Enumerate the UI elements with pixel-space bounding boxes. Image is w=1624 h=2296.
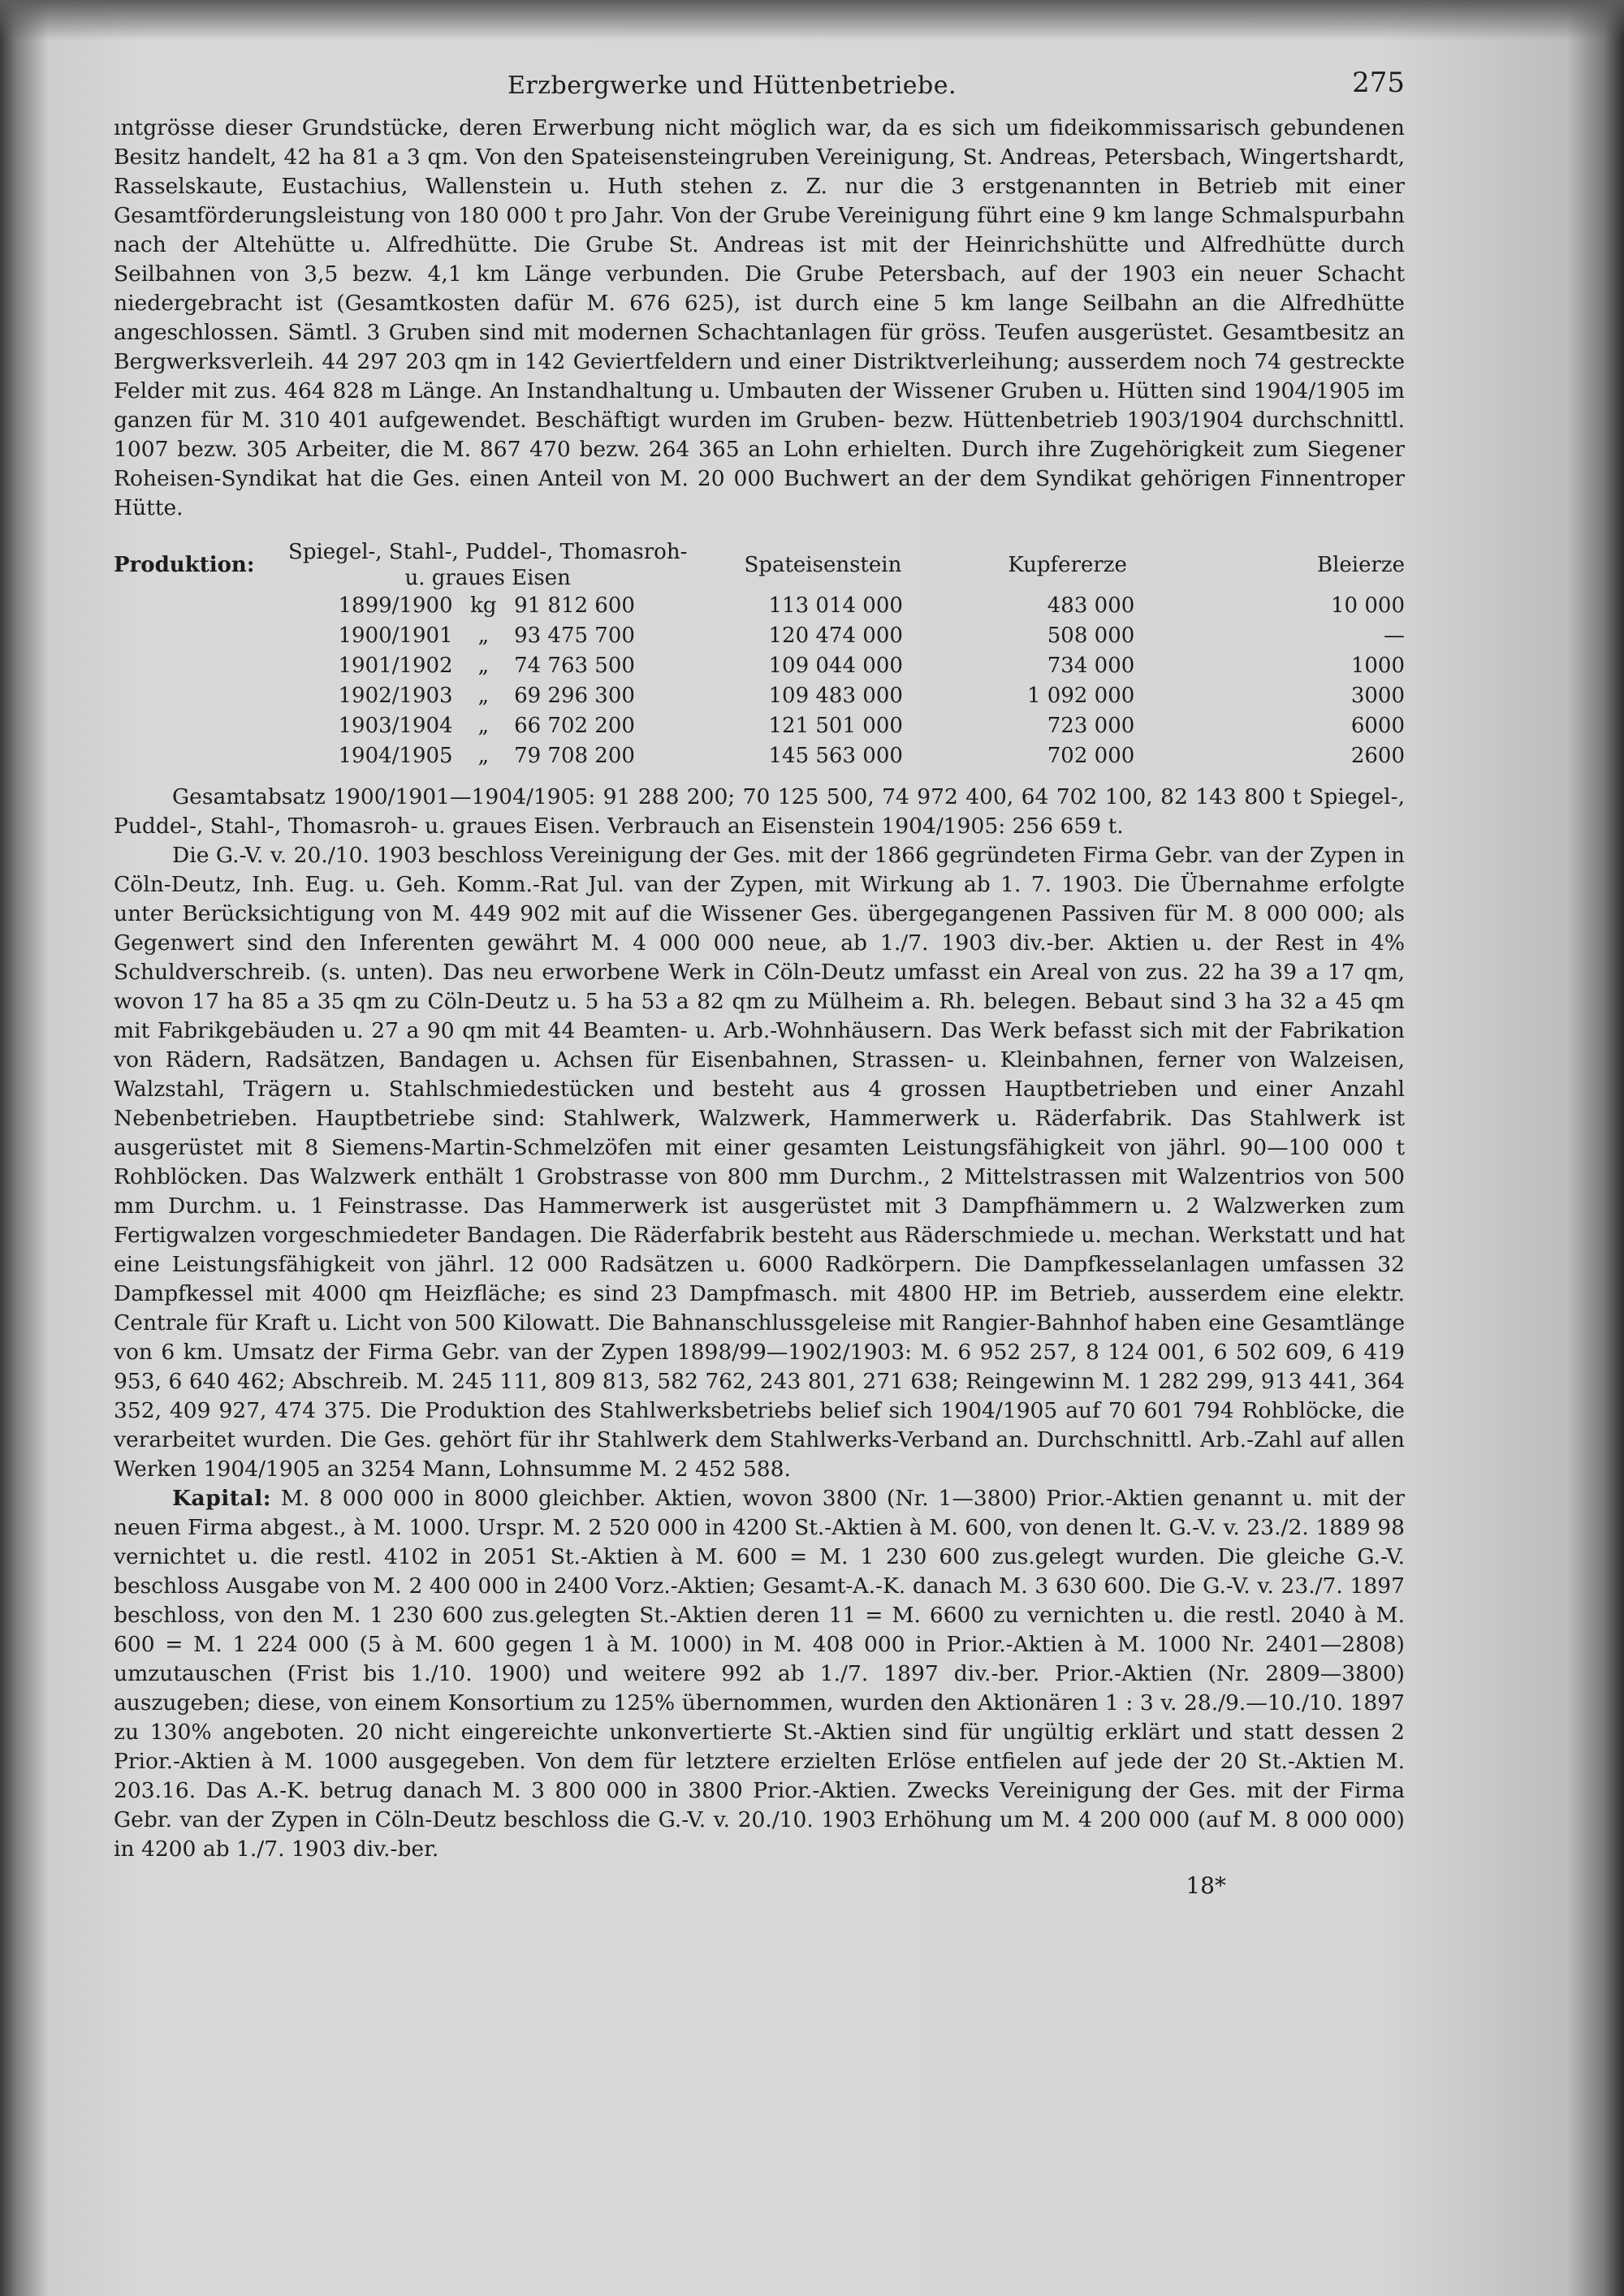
production-unit: „ (477, 624, 490, 648)
production-spat-value: 113 014 000 (768, 593, 903, 618)
production-spiegel-value: 66 702 200 (514, 714, 635, 738)
production-unit: „ (477, 714, 490, 738)
header-bleierze: Bleierze (1316, 552, 1405, 577)
production-year: 1900/1901 (338, 624, 453, 648)
production-spacer (114, 651, 282, 681)
production-blei-value: 10 000 (1331, 593, 1405, 618)
header-spiegel: Spiegel-, Stahl-, Puddel-, Thomasroh- u. graues Eisen (288, 540, 688, 590)
production-year: 1899/1900 (338, 593, 453, 618)
paragraph-generalversammlung: Die G.-V. v. 20./10. 1903 beschloss Vereinigung der Ges. mit der 1866 gegründeten Firma Gebr. van der Zypen in Cöln-Deutz, Inh. Eug. u. Geh. Komm.-Rat Jul. van der Zypen, mit Wirkung ab 1. 7. 1903. Die Übernahme erfolgte unter Berücksichtigung von M. 449 902 mit auf die Wissener Ges. übergegangenen Passiven für M. 8 000 000; als Gegenwert sind den Inferenten gewährt M. 4 000 000 neue, ab 1./7. 1903 div.-ber. Aktien u. der Rest in 4% Schuldverschreib. (s. unten). Das neu erworbene Werk in Cöln-Deutz umfasst ein Areal von zus. 22 ha 39 a 17 qm, wovon 17 ha 85 a 35 qm zu Cöln-Deutz u. 5 ha 53 a 82 qm zu Mülheim a. Rh. belegen. Bebaut sind 3 ha 32 a 45 qm mit Fabrikgebäuden u. 27 a 90 qm mit 44 Beamten- u. Arb.-Wohnhäusern. Das Werk befasst sich mit der Fabrikation von Rädern, Radsätzen, Bandagen u. Achsen für Eisenbahnen, Strassen- u. Kleinbahnen, ferner von Walzeisen, Walzstahl, Trägern u. Stahlschmiedestücken und besteht aus 4 grossen Hauptbetrieben und einer Anzahl Nebenbetrieben. Hauptbetriebe sind: Stahlwerk, Walzwerk, Hammerwerk u. Räderfabrik. Das Stahlwerk ist ausgerüstet mit 8 Siemens-Martin-Schmelzöfen mit einer gesamten Leistungsfähigkeit von jährl. 90—100 000 t Rohblöcken. Das Walzwerk enthält 1 Grobstrasse von 800 mm Durchm., 2 Mittelstrassen mit Walzentrios von 500 mm Durchm. u. 1 Feinstrasse. Das Hammerwerk ist ausgerüstet mit 3 Dampfhämmern u. 2 Walzwerken zum Fertigwalzen vorgeschmiedeter Bandagen. Die Räderfabrik besteht aus Räderschmiede u. mechan. Werkstatt und hat eine Leistungsfähigkeit von jährl. 12 000 Radsätzen u. 6000 Radkörpern. Die Dampfkesselanlagen umfassen 32 Dampfkessel mit 4000 qm Heizfläche; es sind 23 Dampfmasch. mit 4800 HP. im Betrieb, ausserdem eine elektr. Centrale für Kraft u. Licht von 500 Kilowatt. Die Bahnanschlussgeleise mit Rangier-Bahnhof haben eine Gesamtlänge von 6 km. Umsatz der Firma Gebr. van der Zypen 1898/99—1902/1903: M. 6 952 257, 8 124 001, 6 502 609, 6 419 953, 6 640 462; Abschreib. M. 245 111, 809 813, 582 762, 243 801, 271 638; Reingewinn M. 1 282 299, 913 441, 364 352, 409 927, 474 375. Die Produktion des Stahlwerksbetriebs belief sich 1904/1905 auf 70 601 794 Rohblöcke, die verarbeitet wurden. Die Ges. gehört für ihr Stahlwerk dem Stahlwerks-Verband an. Durchschnittl. Arb.-Zahl auf allen Werken 1904/1905 an 3254 Mann, Lohnsumme M. 2 452 588. (114, 843, 1405, 1482)
production-kupfer-value: 734 000 (1047, 654, 1135, 678)
production-year: 1904/1905 (338, 744, 453, 768)
paragraph-kapital (114, 1484, 1405, 1864)
running-title: Erzbergwerke und Hüttenbetriebe. (508, 71, 957, 100)
kapital-label: Kapital: (172, 1486, 272, 1511)
production-row (114, 651, 1405, 681)
production-row (114, 681, 1405, 711)
page-number: 275 (1352, 67, 1405, 99)
header-spateisenstein: Spateisenstein (744, 552, 902, 577)
production-unit: kg (470, 593, 497, 618)
production-spat-value: 121 501 000 (768, 714, 903, 738)
production-unit: „ (477, 744, 490, 768)
production-row (114, 711, 1405, 741)
signature-mark: 18* (1186, 1872, 1226, 1899)
production-spat-value: 145 563 000 (768, 744, 903, 768)
production-spiegel-value: 69 296 300 (514, 684, 635, 708)
production-spat-value: 120 474 000 (768, 624, 903, 648)
production-header-row (114, 539, 1405, 591)
production-year: 1901/1902 (338, 654, 453, 678)
production-spacer (114, 741, 282, 771)
production-row (114, 741, 1405, 771)
production-kupfer-value: 1 092 000 (1026, 684, 1135, 708)
production-kupfer-value: 723 000 (1047, 714, 1135, 738)
production-blei-value: 1000 (1350, 654, 1405, 678)
production-spiegel-value: 74 763 500 (514, 654, 635, 678)
production-year: 1902/1903 (338, 684, 453, 708)
production-label: Produktion: (114, 552, 255, 577)
production-spacer (114, 621, 282, 651)
paragraph-gesamtabsatz: Gesamtabsatz 1900/1901—1904/1905: 91 288 200; 70 125 500, 74 972 400, 64 702 100, 82 143 800 t Spiegel-, Puddel-, Stahl-, Thomasroh- u. graues Eisen. Verbrauch an Eisenstein 1904/1905: 256 659 t. (114, 784, 1405, 839)
production-spiegel-value: 93 475 700 (514, 624, 635, 648)
production-table-section (114, 539, 1405, 771)
production-spacer (114, 591, 282, 621)
production-blei-value: — (1384, 624, 1405, 648)
production-spacer (114, 711, 282, 741)
production-year: 1903/1904 (338, 714, 453, 738)
production-kupfer-value: 508 000 (1047, 624, 1135, 648)
running-head (114, 65, 1405, 114)
production-blei-value: 3000 (1350, 684, 1405, 708)
production-spacer (114, 681, 282, 711)
production-spat-value: 109 483 000 (768, 684, 903, 708)
page-content (114, 65, 1405, 1899)
production-blei-value: 6000 (1350, 714, 1405, 738)
production-row (114, 591, 1405, 621)
production-unit: „ (477, 654, 490, 678)
production-spiegel-value: 79 708 200 (514, 744, 635, 768)
production-blei-value: 2600 (1350, 744, 1405, 768)
kapital-text: M. 8 000 000 in 8000 gleichber. Aktien, wovon 3800 (Nr. 1—3800) Prior.-Aktien genannt u. mit der neuen Firma abgest., à M. 1000. Urspr. M. 2 520 000 in 4200 St.-Aktien à M. 600, von denen lt. G.-V. v. 23./2. 1889 98 vernichtet u. die restl. 4102 in 2051 St.-Aktien à M. 600 = M. 1 230 600 zus.gelegt wurden. Die gleiche G.-V. beschloss Ausgabe von M. 2 400 000 in 2400 Vorz.-Aktien; Gesamt-A.-K. danach M. 3 630 600. Die G.-V. v. 23./7. 1897 beschloss, von den M. 1 230 600 zus.gelegten St.-Aktien deren 11 = M. 6600 zu vernichten u. die restl. 2040 à M. 600 = M. 1 224 000 (5 à M. 600 gegen 1 à M. 1000) in M. 408 000 in Prior.-Aktien à M. 1000 Nr. 2401—2808) umzutauschen (Frist bis 1./10. 1900) und weitere 992 ab 1./7. 1897 div.-ber. Prior.-Aktien (Nr. 2809—3800) auszugeben; diese, von einem Konsortium zu 125% übernommen, wurden den Aktionären 1 : 3 v. 28./9.—10./10. 1897 zu 130% angeboten. 20 nicht eingereichte unkonvertierte St.-Aktien sind für ungültig erklärt und statt dessen 2 Prior.-Aktien à M. 1000 ausgegeben. Von dem für letztere erzielten Erlöse entfielen auf jede der 20 St.-Aktien M. 203.16. Das A.-K. betrug danach M. 3 800 000 in 3800 Prior.-Aktien. Zwecks Vereinigung der Ges. mit der Firma Gebr. van der Zypen in Cöln-Deutz beschloss die G.-V. v. 20./10. 1903 Erhöhung um M. 4 200 000 (auf M. 8 000 000) in 4200 ab 1./7. 1903 div.-ber. (114, 1486, 1405, 1862)
production-kupfer-value: 702 000 (1047, 744, 1135, 768)
production-table (114, 539, 1405, 771)
production-unit: „ (477, 684, 490, 708)
production-kupfer-value: 483 000 (1047, 593, 1135, 618)
page-top-shadow (0, 0, 1624, 41)
header-kupfererze: Kupfererze (1008, 552, 1127, 577)
production-table-body (114, 591, 1405, 771)
paragraph-grundstuecke: ıntgrösse dieser Grundstücke, deren Erwerbung nicht möglich war, da es sich um fideikommissarisch gebundenen Besitz handelt, 42 ha 81 a 3 qm. Von den Spateisensteingruben Vereinigung, St. Andreas, Petersbach, Wingertshardt, Rasselskaute, Eustachius, Wallenstein u. Huth stehen z. Z. nur die 3 erstgenannten in Betrieb mit einer Gesamtförderungsleistung von 180 000 t pro Jahr. Von der Grube Vereinigung führt eine 9 km lange Schmalspurbahn nach der Altehütte u. Alfredhütte. Die Grube St. Andreas ist mit der Heinrichshütte und Alfredhütte durch Seilbahnen von 3,5 bezw. 4,1 km Länge verbunden. Die Grube Petersbach, auf der 1903 ein neuer Schacht niedergebracht ist (Gesamtkosten dafür M. 676 625), ist durch eine 5 km lange Seilbahn an die Alfredhütte angeschlossen. Sämtl. 3 Gruben sind mit modernen Schachtanlagen für gröss. Teufen ausgerüstet. Gesamtbesitz an Bergwerksverleih. 44 297 203 qm in 142 Geviertfeldern und einer Distriktverleihung; ausserdem noch 74 gestreckte Felder mit zus. 464 828 m Länge. An Instandhaltung u. Umbauten der Wissener Gruben u. Hütten sind 1904/1905 im ganzen für M. 310 401 aufgewendet. Beschäftigt wurden im Gruben- bezw. Hüttenbetrieb 1903/1904 durchschnittl. 1007 bezw. 305 Arbeiter, die M. 867 470 bezw. 264 365 an Lohn erhielten. Durch ihre Zugehörigkeit zum Siegener Roheisen-Syndikat hat die Ges. einen Anteil von M. 20 000 Buchwert an der dem Syndikat gehörigen Finnentroper Hütte. (114, 115, 1405, 520)
production-spiegel-value: 91 812 600 (514, 593, 635, 618)
production-spat-value: 109 044 000 (768, 654, 903, 678)
production-row (114, 621, 1405, 651)
